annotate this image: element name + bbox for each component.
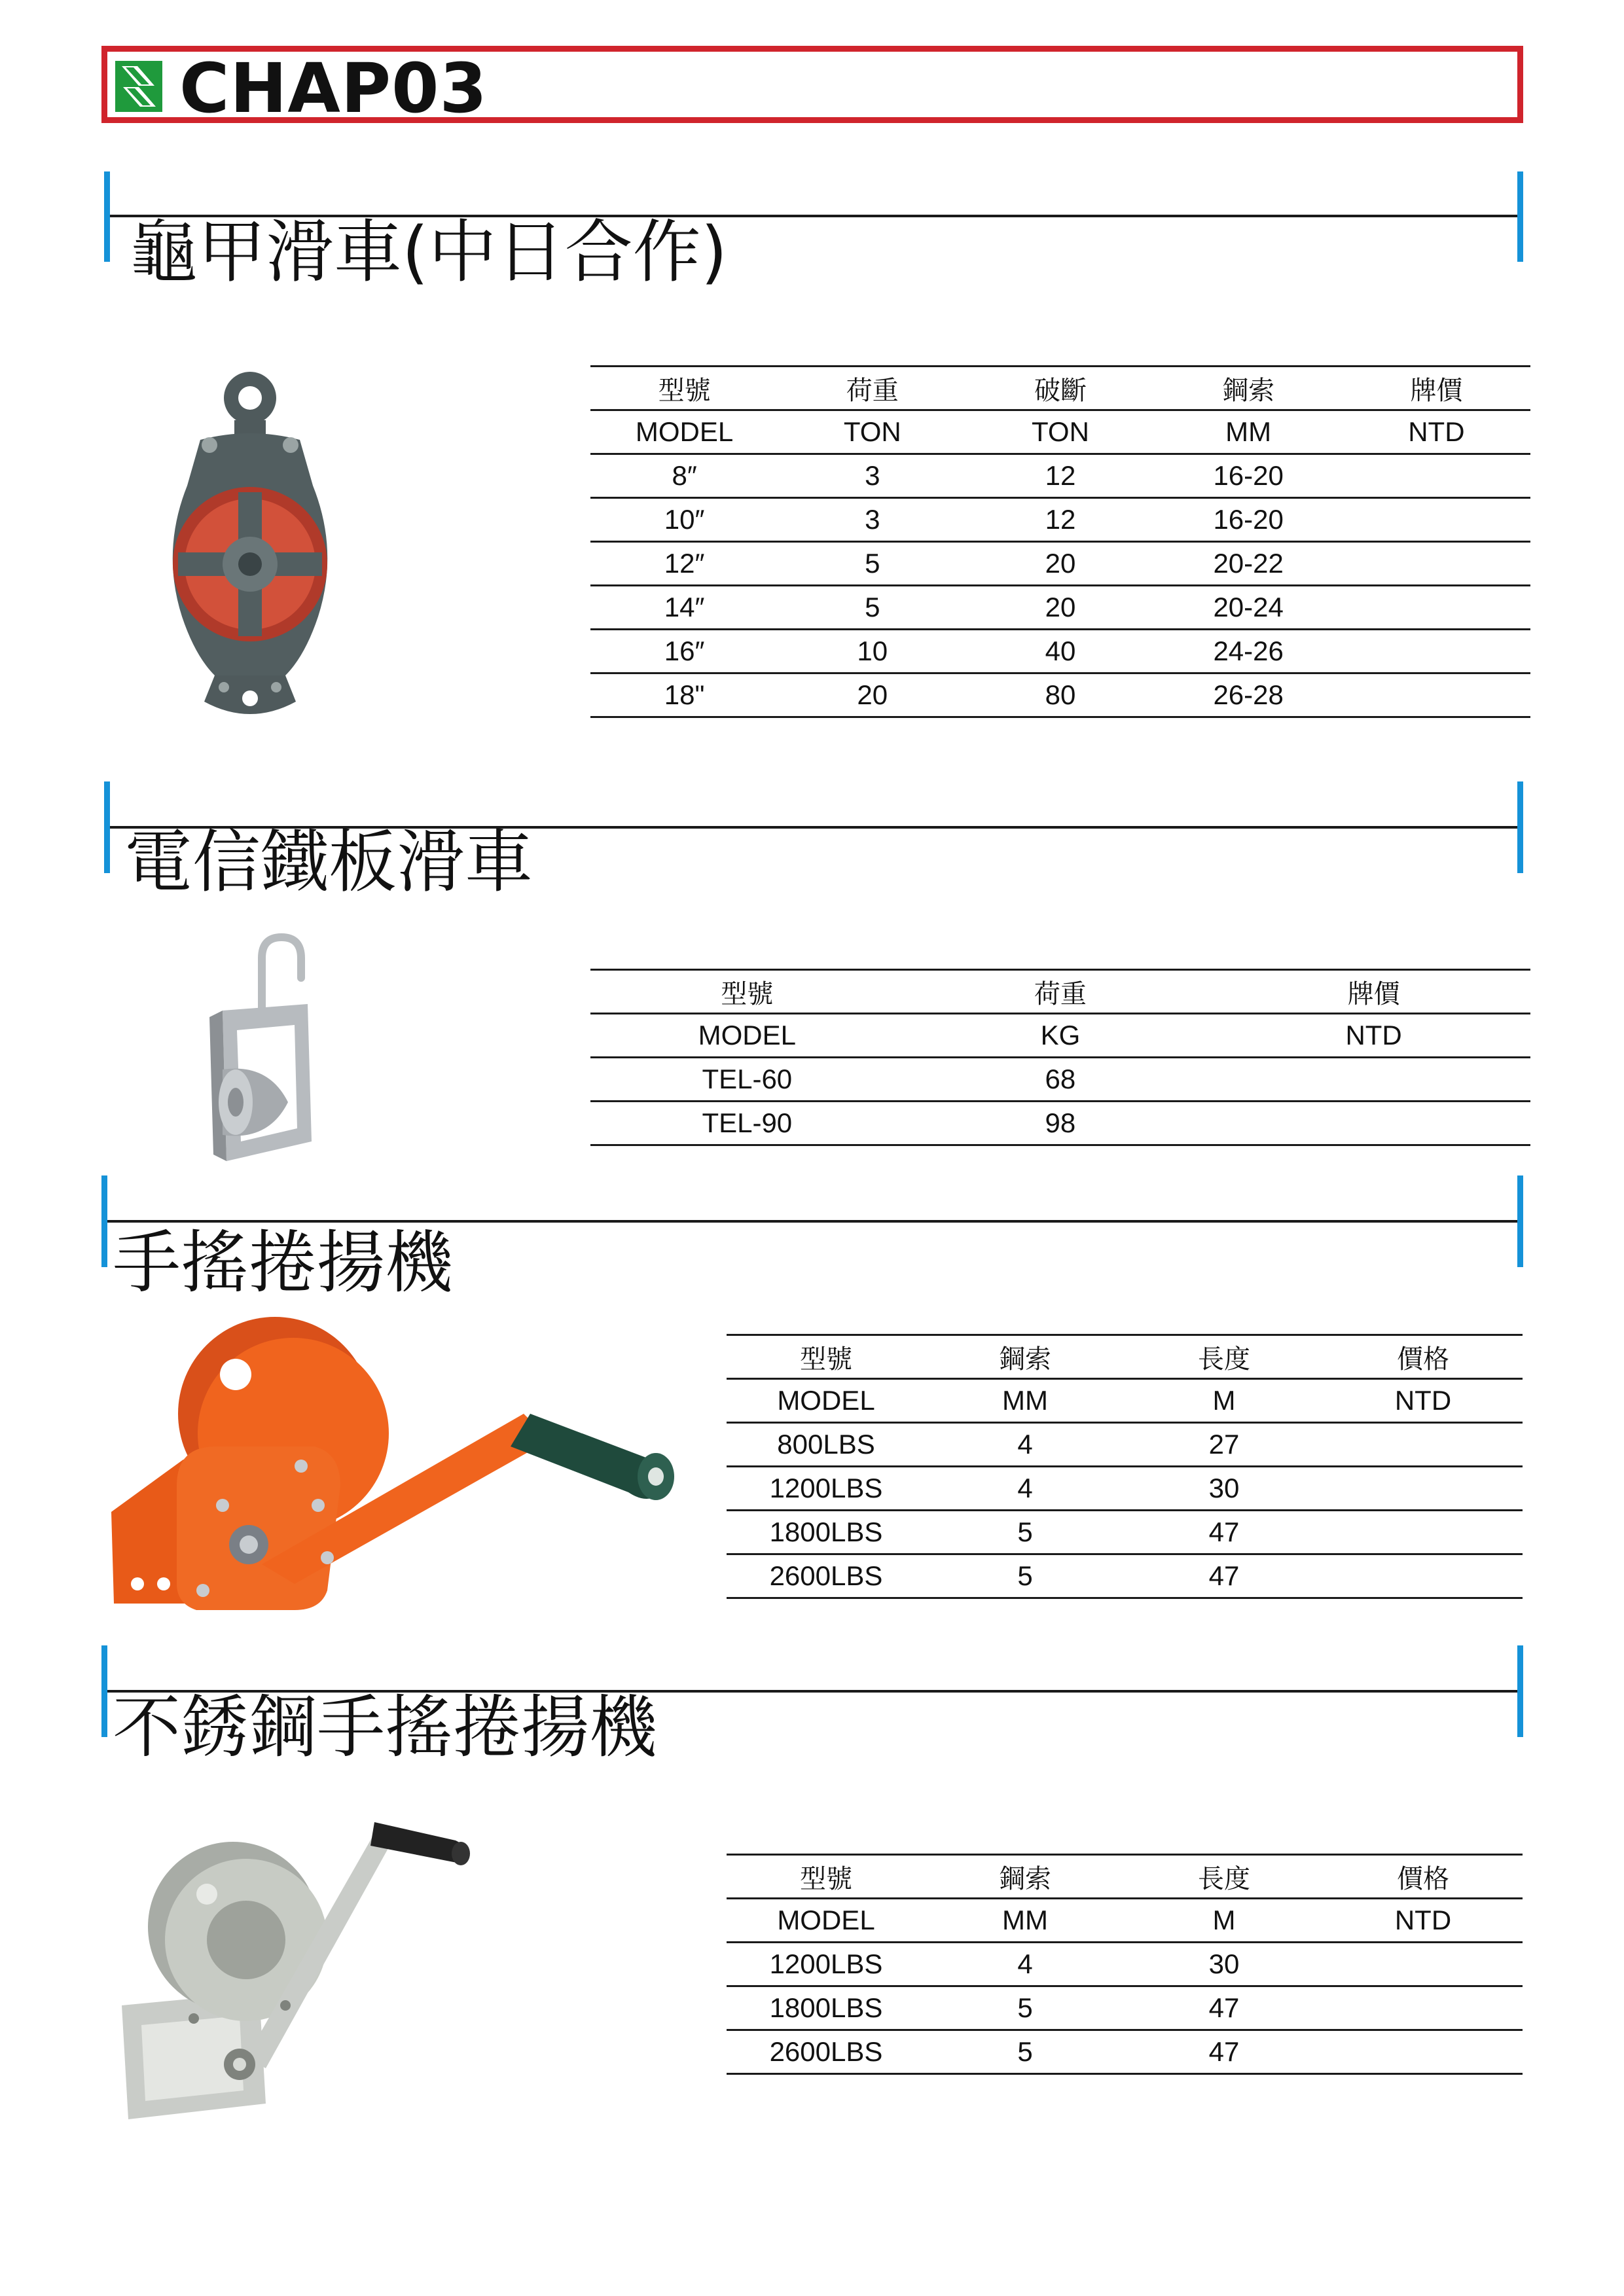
table-header-zh (727, 1855, 1523, 1899)
table-row (727, 1986, 1523, 2030)
section-left-marker (101, 1645, 107, 1737)
load-cell: 5 (778, 586, 966, 630)
break-cell: 12 (966, 498, 1154, 542)
rope-cell: 5 (926, 1554, 1125, 1598)
header-cell: MODEL (590, 1014, 904, 1058)
table-row (727, 1554, 1523, 1598)
rope-cell: 20-24 (1155, 586, 1343, 630)
model-cell: 1200LBS (727, 1943, 926, 1986)
section-title: 不銹鋼手搖捲揚機 (113, 1687, 658, 1767)
price-cell (1324, 1986, 1523, 2030)
length-cell: 47 (1125, 1986, 1324, 2030)
price-cell (1343, 454, 1530, 498)
length-cell: 47 (1125, 1554, 1324, 1598)
break-cell: 20 (966, 542, 1154, 586)
load-cell: 3 (778, 454, 966, 498)
section-right-marker (1517, 781, 1523, 873)
price-cell (1324, 1423, 1523, 1467)
rope-cell: 4 (926, 1423, 1125, 1467)
section-title: 手搖捲揚機 (113, 1223, 454, 1302)
rope-cell: 4 (926, 1943, 1125, 1986)
length-cell: 30 (1125, 1943, 1324, 1986)
model-cell: 800LBS (727, 1423, 926, 1467)
header-cell: 鋼索 (926, 1855, 1125, 1899)
header-cell: M (1125, 1379, 1324, 1423)
model-cell: 14″ (590, 586, 778, 630)
header-cell: NTD (1324, 1899, 1523, 1943)
price-cell (1324, 1467, 1523, 1511)
header-cell: 鋼索 (926, 1335, 1125, 1379)
model-cell: 8″ (590, 454, 778, 498)
header-cell: 型號 (727, 1335, 926, 1379)
break-cell: 40 (966, 630, 1154, 673)
rope-cell: 5 (926, 2030, 1125, 2074)
price-cell (1324, 1511, 1523, 1554)
table-header-zh (590, 367, 1530, 410)
price-cell (1217, 1102, 1530, 1145)
load-cell: 3 (778, 498, 966, 542)
header-cell: 荷重 (778, 367, 966, 410)
orange-hand-winch-icon (105, 1316, 681, 1617)
chapter-header (101, 46, 1523, 128)
model-cell: 1800LBS (727, 1986, 926, 2030)
rope-cell: 20-22 (1155, 542, 1343, 586)
model-cell: 2600LBS (727, 2030, 926, 2074)
model-cell: TEL-90 (590, 1102, 904, 1145)
header-cell: MODEL (727, 1379, 926, 1423)
header-cell: 價格 (1324, 1335, 1523, 1379)
table-header-en (727, 1379, 1523, 1423)
model-cell: 12″ (590, 542, 778, 586)
model-cell: 1800LBS (727, 1511, 926, 1554)
header-cell: TON (778, 410, 966, 454)
header-cell: TON (966, 410, 1154, 454)
header-cell: NTD (1343, 410, 1530, 454)
load-cell: 68 (904, 1058, 1218, 1102)
header-cell: MM (926, 1379, 1125, 1423)
table-row (590, 498, 1530, 542)
load-cell: 98 (904, 1102, 1218, 1145)
header-cell: NTD (1324, 1379, 1523, 1423)
rope-cell: 5 (926, 1986, 1125, 2030)
section-title: 電信鐵板滑車 (124, 822, 533, 902)
header-cell: 鋼索 (1155, 367, 1343, 410)
table-row (590, 673, 1530, 717)
price-cell (1324, 1554, 1523, 1598)
table-row (590, 542, 1530, 586)
table-header-en (727, 1899, 1523, 1943)
rope-cell: 4 (926, 1467, 1125, 1511)
table-header-en (590, 1014, 1530, 1058)
model-cell: 16″ (590, 630, 778, 673)
telecom-hook-pulley-icon (196, 932, 318, 1170)
break-cell: 12 (966, 454, 1154, 498)
model-cell: 2600LBS (727, 1554, 926, 1598)
table-row (590, 1058, 1530, 1102)
length-cell: 27 (1125, 1423, 1324, 1467)
table-row (727, 2030, 1523, 2074)
table-row (727, 1511, 1523, 1554)
section-left-marker (104, 781, 110, 873)
header-cell: 荷重 (904, 970, 1218, 1014)
load-cell: 10 (778, 630, 966, 673)
header-cell: 長度 (1125, 1855, 1324, 1899)
length-cell: 47 (1125, 2030, 1324, 2074)
spec-table (727, 1334, 1523, 1599)
spec-table (727, 1854, 1523, 2075)
load-cell: 5 (778, 542, 966, 586)
header-cell: 長度 (1125, 1335, 1324, 1379)
price-cell (1324, 2030, 1523, 2074)
price-cell (1343, 542, 1530, 586)
rope-cell: 16-20 (1155, 498, 1343, 542)
length-cell: 47 (1125, 1511, 1324, 1554)
table-row (590, 1102, 1530, 1145)
break-cell: 20 (966, 586, 1154, 630)
header-cell: MODEL (590, 410, 778, 454)
section-right-marker (1517, 1175, 1523, 1267)
table-row (590, 586, 1530, 630)
header-cell: 破斷 (966, 367, 1154, 410)
section-left-marker (101, 1175, 107, 1267)
model-cell: 18" (590, 673, 778, 717)
table-row (727, 1423, 1523, 1467)
chapter-title: CHAP03 (179, 48, 488, 128)
section-right-marker (1517, 171, 1523, 262)
header-cell: 價格 (1324, 1855, 1523, 1899)
break-cell: 80 (966, 673, 1154, 717)
stainless-hand-winch-icon (115, 1809, 473, 2119)
table-header-en (590, 410, 1530, 454)
rope-cell: 24-26 (1155, 630, 1343, 673)
header-cell: NTD (1217, 1014, 1530, 1058)
rope-cell: 16-20 (1155, 454, 1343, 498)
model-cell: 1200LBS (727, 1467, 926, 1511)
header-cell: 型號 (727, 1855, 926, 1899)
spec-table (590, 969, 1530, 1146)
length-cell: 30 (1125, 1467, 1324, 1511)
model-cell: 10″ (590, 498, 778, 542)
price-cell (1343, 498, 1530, 542)
header-cell: MM (1155, 410, 1343, 454)
header-cell: KG (904, 1014, 1218, 1058)
cast-iron-pulley-block-icon (161, 368, 339, 726)
price-cell (1343, 673, 1530, 717)
price-cell (1343, 586, 1530, 630)
table-header-zh (590, 970, 1530, 1014)
header-cell: 牌價 (1217, 970, 1530, 1014)
price-cell (1324, 1943, 1523, 1986)
rope-cell: 5 (926, 1511, 1125, 1554)
header-cell: MODEL (727, 1899, 926, 1943)
header-cell: 型號 (590, 367, 778, 410)
table-row (590, 454, 1530, 498)
header-cell: 型號 (590, 970, 904, 1014)
table-row (727, 1467, 1523, 1511)
section-title: 龜甲滑車(中日合作) (130, 212, 728, 292)
model-cell: TEL-60 (590, 1058, 904, 1102)
header-cell: 牌價 (1343, 367, 1530, 410)
load-cell: 20 (778, 673, 966, 717)
table-header-zh (727, 1335, 1523, 1379)
price-cell (1343, 630, 1530, 673)
table-row (590, 630, 1530, 673)
price-cell (1217, 1058, 1530, 1102)
header-cell: M (1125, 1899, 1324, 1943)
section-left-marker (104, 171, 110, 262)
rope-cell: 26-28 (1155, 673, 1343, 717)
table-row (727, 1943, 1523, 1986)
green-chain-logo-icon (115, 61, 162, 112)
header-cell: MM (926, 1899, 1125, 1943)
section-right-marker (1517, 1645, 1523, 1737)
spec-table (590, 365, 1530, 718)
